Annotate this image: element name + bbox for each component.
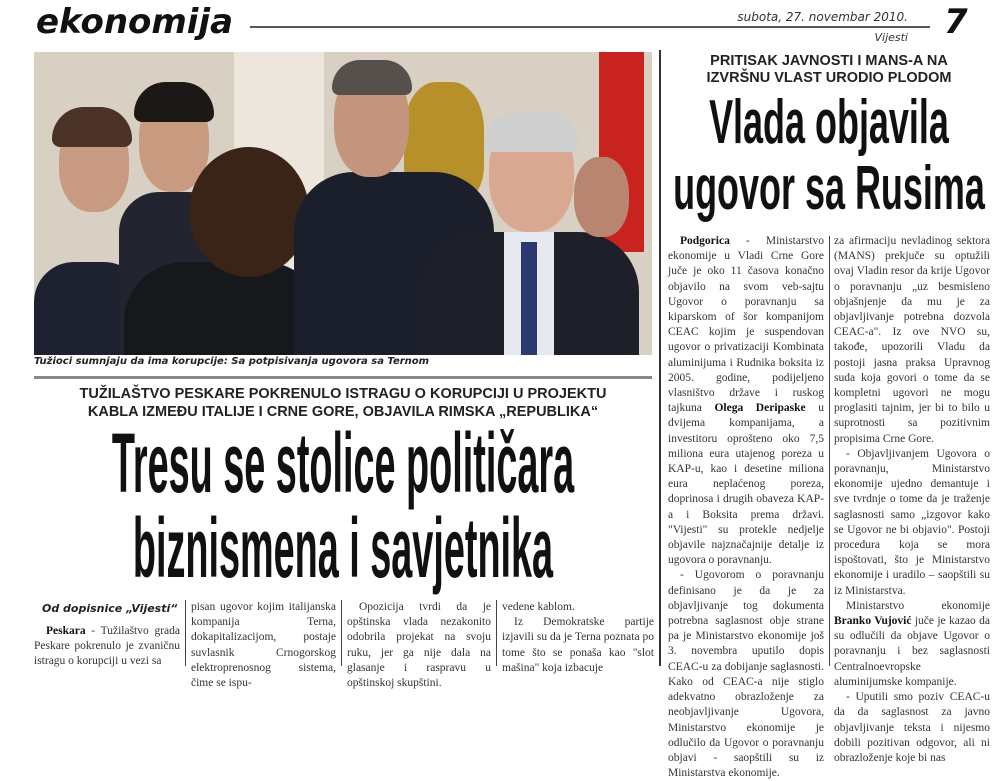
body-text: - Ugovorom o poravnanju definisano je da je za objavljivanje tog dokumenta potrebna saglasnost obje strane pa je Ministarstvo ekonomije još 3. novembra uputilo dopis CEAC-u za dobijanje saglasnosti. Kako od CEAC-a nije stiglo adekvatno obrazloženje za neobjavljivanje Ugovora, Ministarstvo ekonomije je odlučilo da Ugovor o poravnanju objavi - saopštili su iz Ministarstva ekonomije. [668,569,824,780]
body-text: - Objavljivanjem Ugovora o poravnanju, Ministarstvo ekonomije ujedno demantuje i sve tvrdnje o tome da je traženje saglasnosti samo „izgovor kako se Ugovor ne bi objavio". Postoji procedura koja se mora ispoštovati, što je Ministarstvo ekonomije i uradilo – saopštili su iz Ministarstva. [834,447,990,597]
body-text: Ministarstvo ekonomije [846,599,990,612]
body-text: pisan ugovor kojim italijanska kompanija Terna, dokapitalizacijom, postaje suvlasnik Crnogorskog elektroprenosnog sistema, čime se ispu- [191,601,336,690]
dateline: Peskara [46,625,86,637]
column-rule [496,600,497,666]
photo-caption: Tužioci sumnjaju da ima korupcije: Sa potpisivanja ugovora sa Ternom [34,356,430,367]
side-headline-line: ugovor sa Rusima [673,154,985,223]
person-name: Branko Vujović [834,615,912,628]
main-col-3 [347,600,491,691]
main-headline-line: biznismena i savjetnika [132,501,554,595]
issue-date: subota, 27. novembar 2010. [737,10,908,24]
section-title: ekonomija [36,2,234,42]
body-text: juče je kazao da su odlučili da objave Ugovor o poravnanju i bez saglasnosti Centralnoevropske aluminijumske kompanije. [834,615,990,688]
main-kicker-line: KABLA IZMEĐU ITALIJE I CRNE GORE, OBJAVILA RIMSKA „REPUBLIKA“ [87,404,599,420]
body-text: - Ministarstvo ekonomije u Vladi Crne Gore juče je oko 11 časova konačno objavilo na svom veb-sajtu Ugovor o poravnanju sa kiparskom of šor kompanijom CEAC kojim je suspendovan ugovor o privatizaciji Kombinata aluminijuma i Rudnika boksita iz 2005. godine, podijeljeno vlasništvo države i ruskog tajkuna [668,235,824,415]
column-rule [185,600,186,666]
column-divider [659,50,661,666]
page-number: 7 [944,2,968,42]
caption-rule [34,376,652,379]
body-text: u dvijema kompanijama, a investitoru oprošteno oko 7,5 miliona eura utajenog poreza u KAP-u, kao i desetine miliona eura neplaćenog poreza, doprinosa i drugih obaveza KAP-a i Boksita prema državi. "Vijesti" su protekle nedjelje objavile najznačajnije detalje iz ugovora o poravnanju. [668,402,824,567]
person-name: Olega Deripaske [714,402,806,415]
column-rule [341,600,342,666]
body-text: - Uputili smo poziv CEAC-u da da saglasnost za javno objavljivanje teksta i nijesmo dobili pozitivan odgovor, ali ni obrazloženje koje bi nas [834,691,990,764]
main-kicker-line: TUŽILAŠTVO PESKARE POKRENULO ISTRAGU O KORUPCIJI U PROJEKTU [79,386,607,402]
side-headline-line: Vlada objavila [709,88,949,157]
main-col-1 [34,598,180,670]
side-col-2 [834,234,990,766]
paper-name: Vijesti [874,31,908,44]
body-text: - Tužilaštvo grada Peskare pokrenulo je zvaničnu istragu o korupciji u vezi sa [34,625,180,668]
side-col-1 [668,234,824,781]
body-text: za afirmaciju nevladinog sektora (MANS) prekjuče su optužili ovaj Vladin resor da krije Ugovor o poravnanju „uz besmisleno objašnjenje da mu je za objavljivanje potrebna dozvola CEAC-a". Iz ove NVO su, takođe, upozorili Vladu da postoji jasna praksa Upravnog suda koja govori o tome da se kompletni ugovori ne mogu proglasiti tajnim, jer bi to bilo u suprotnosti sa pozitivnim propisima Crne Gore. [834,235,990,445]
side-kicker-line: IZVRŠNU VLAST URODIO PLODOM [706,70,952,86]
body-text: vedene kablom. [502,601,575,613]
header-rule [250,26,930,28]
main-col-4 [502,600,654,676]
side-kicker-line: PRITISAK JAVNOSTI I MANS-A NA [710,53,948,69]
dateline: Podgorica [680,235,730,247]
main-col-2 [191,600,336,691]
body-text: Opozicija tvrdi da je opštinska vlada nezakonito odobrila projekat na svoju ruku, jer ga nije dala na glasanje i raspravu u opštinskoj skupštini. [347,601,491,690]
side-kicker [668,53,990,87]
byline: Od dopisnice „Vijesti“ [42,602,178,615]
main-headline-line: Tresu se stolice političara [111,416,575,510]
article-photo [34,52,652,355]
body-text: Iz Demokratske partije izjavili su da je Terna poznata po tome što se ponaša kao "slot mašina" koja izbacuje [502,616,654,674]
column-rule [829,236,830,666]
